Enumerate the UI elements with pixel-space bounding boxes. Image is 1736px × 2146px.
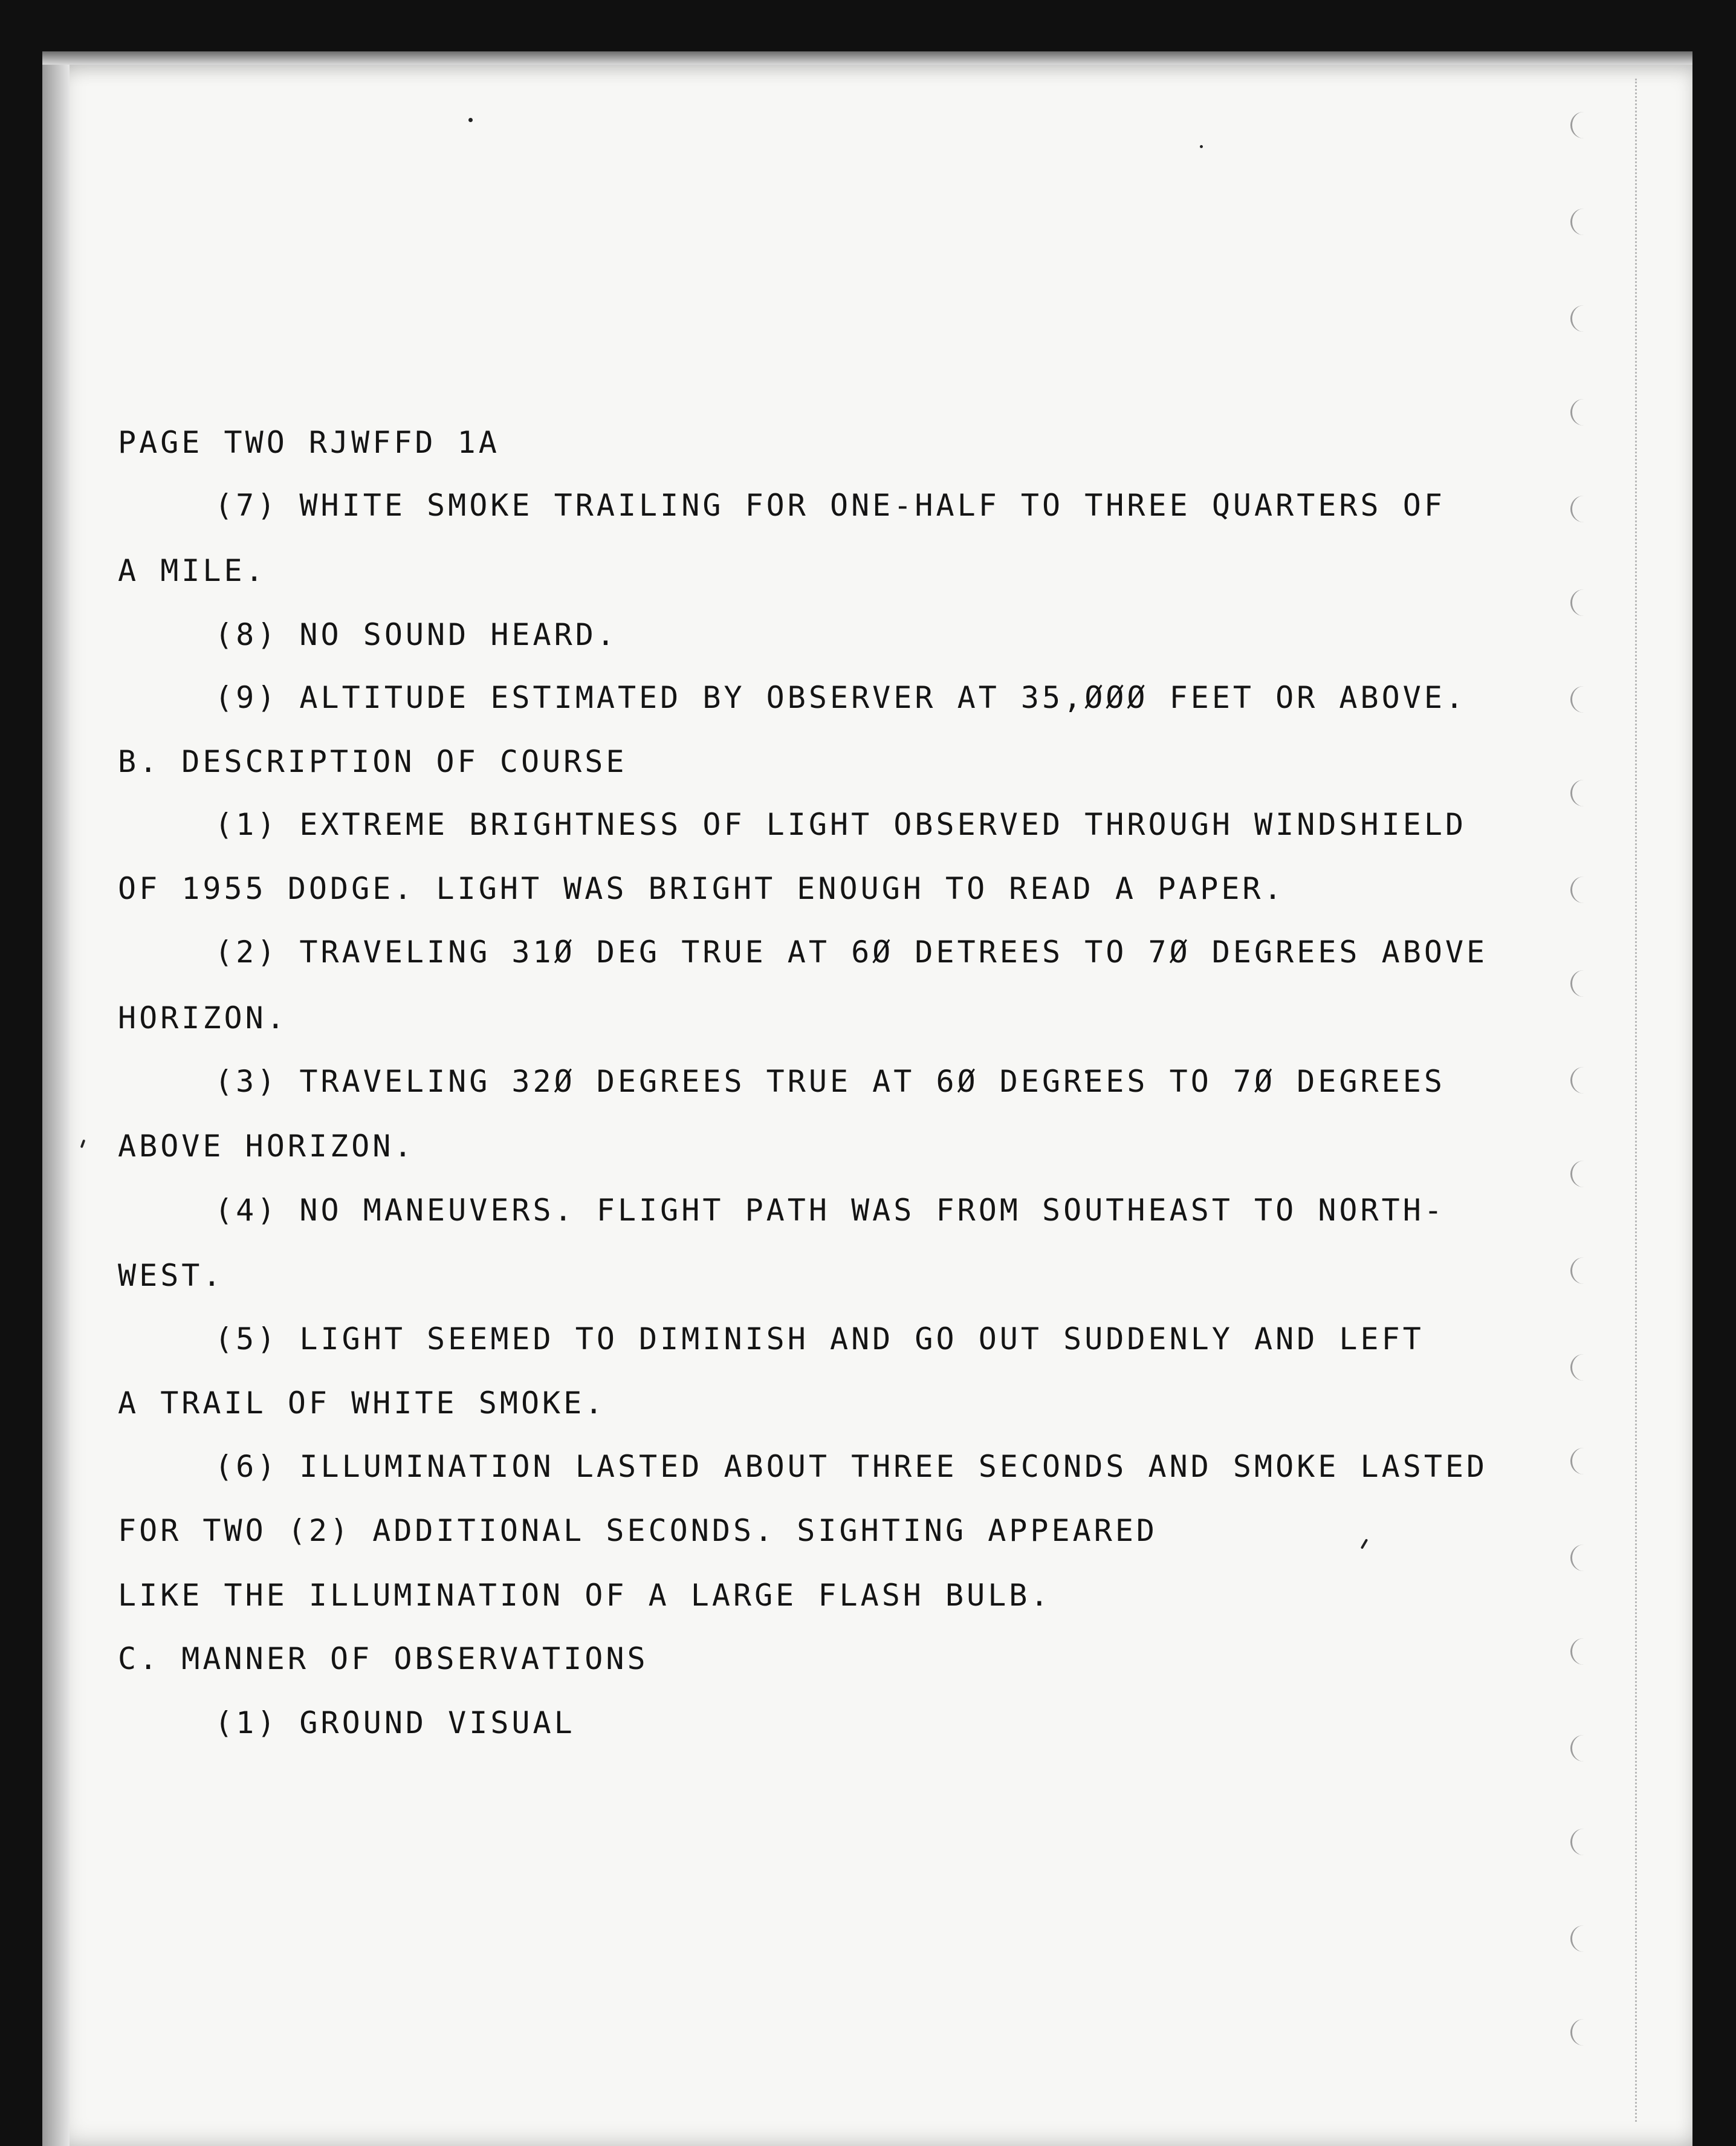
text-line: (1) EXTREME BRIGHTNESS OF LIGHT OBSERVED THROUGH WINDSHIELD (215, 807, 1467, 842)
sheet-top-edge (42, 51, 1692, 65)
text-line: (3) TRAVELING 32Ø DEGREES TRUE AT 6Ø DEGREES TO 7Ø DEGREES (215, 1064, 1445, 1099)
text-line: (6) ILLUMINATION LASTED ABOUT THREE SECONDS AND SMOKE LASTED (215, 1449, 1488, 1484)
text-line: (2) TRAVELING 31Ø DEG TRUE AT 6Ø DETREES TO 7Ø DEGREES ABOVE (215, 935, 1488, 970)
section-heading: B. DESCRIPTION OF COURSE (118, 744, 627, 779)
speck (1200, 145, 1203, 148)
sheet-left-shadow (42, 57, 70, 2146)
text-line: (4) NO MANEUVERS. FLIGHT PATH WAS FROM SOUTHEAST TO NORTH- (215, 1193, 1445, 1228)
paper-sheet (42, 57, 1692, 2146)
text-line: HORIZON. (118, 1000, 288, 1036)
text-line: (5) LIGHT SEEMED TO DIMINISH AND GO OUT SUDDENLY AND LEFT (215, 1321, 1424, 1357)
text-line: A MILE. (118, 553, 267, 588)
text-line: A TRAIL OF WHITE SMOKE. (118, 1386, 606, 1421)
text-line: (9) ALTITUDE ESTIMATED BY OBSERVER AT 35,ØØØ FEET OR ABOVE. (215, 680, 1467, 715)
text-line: FOR TWO (2) ADDITIONAL SECONDS. SIGHTING APPEARED (118, 1513, 1158, 1548)
page-header: PAGE TWO RJWFFD 1A (118, 425, 500, 460)
perforated-edge (1635, 79, 1639, 2122)
text-line: WEST. (118, 1258, 224, 1293)
text-line: (8) NO SOUND HEARD. (215, 617, 618, 652)
text-line: LIKE THE ILLUMINATION OF A LARGE FLASH BULB. (118, 1578, 1052, 1613)
text-line: ABOVE HORIZON. (118, 1129, 415, 1164)
text-line: OF 1955 DODGE. LIGHT WAS BRIGHT ENOUGH TO READ A PAPER. (118, 871, 1285, 906)
speck (468, 118, 473, 122)
text-line: (7) WHITE SMOKE TRAILING FOR ONE-HALF TO THREE QUARTERS OF (215, 488, 1445, 523)
text-line: (1) GROUND VISUAL (215, 1705, 575, 1740)
section-heading: C. MANNER OF OBSERVATIONS (118, 1641, 649, 1676)
